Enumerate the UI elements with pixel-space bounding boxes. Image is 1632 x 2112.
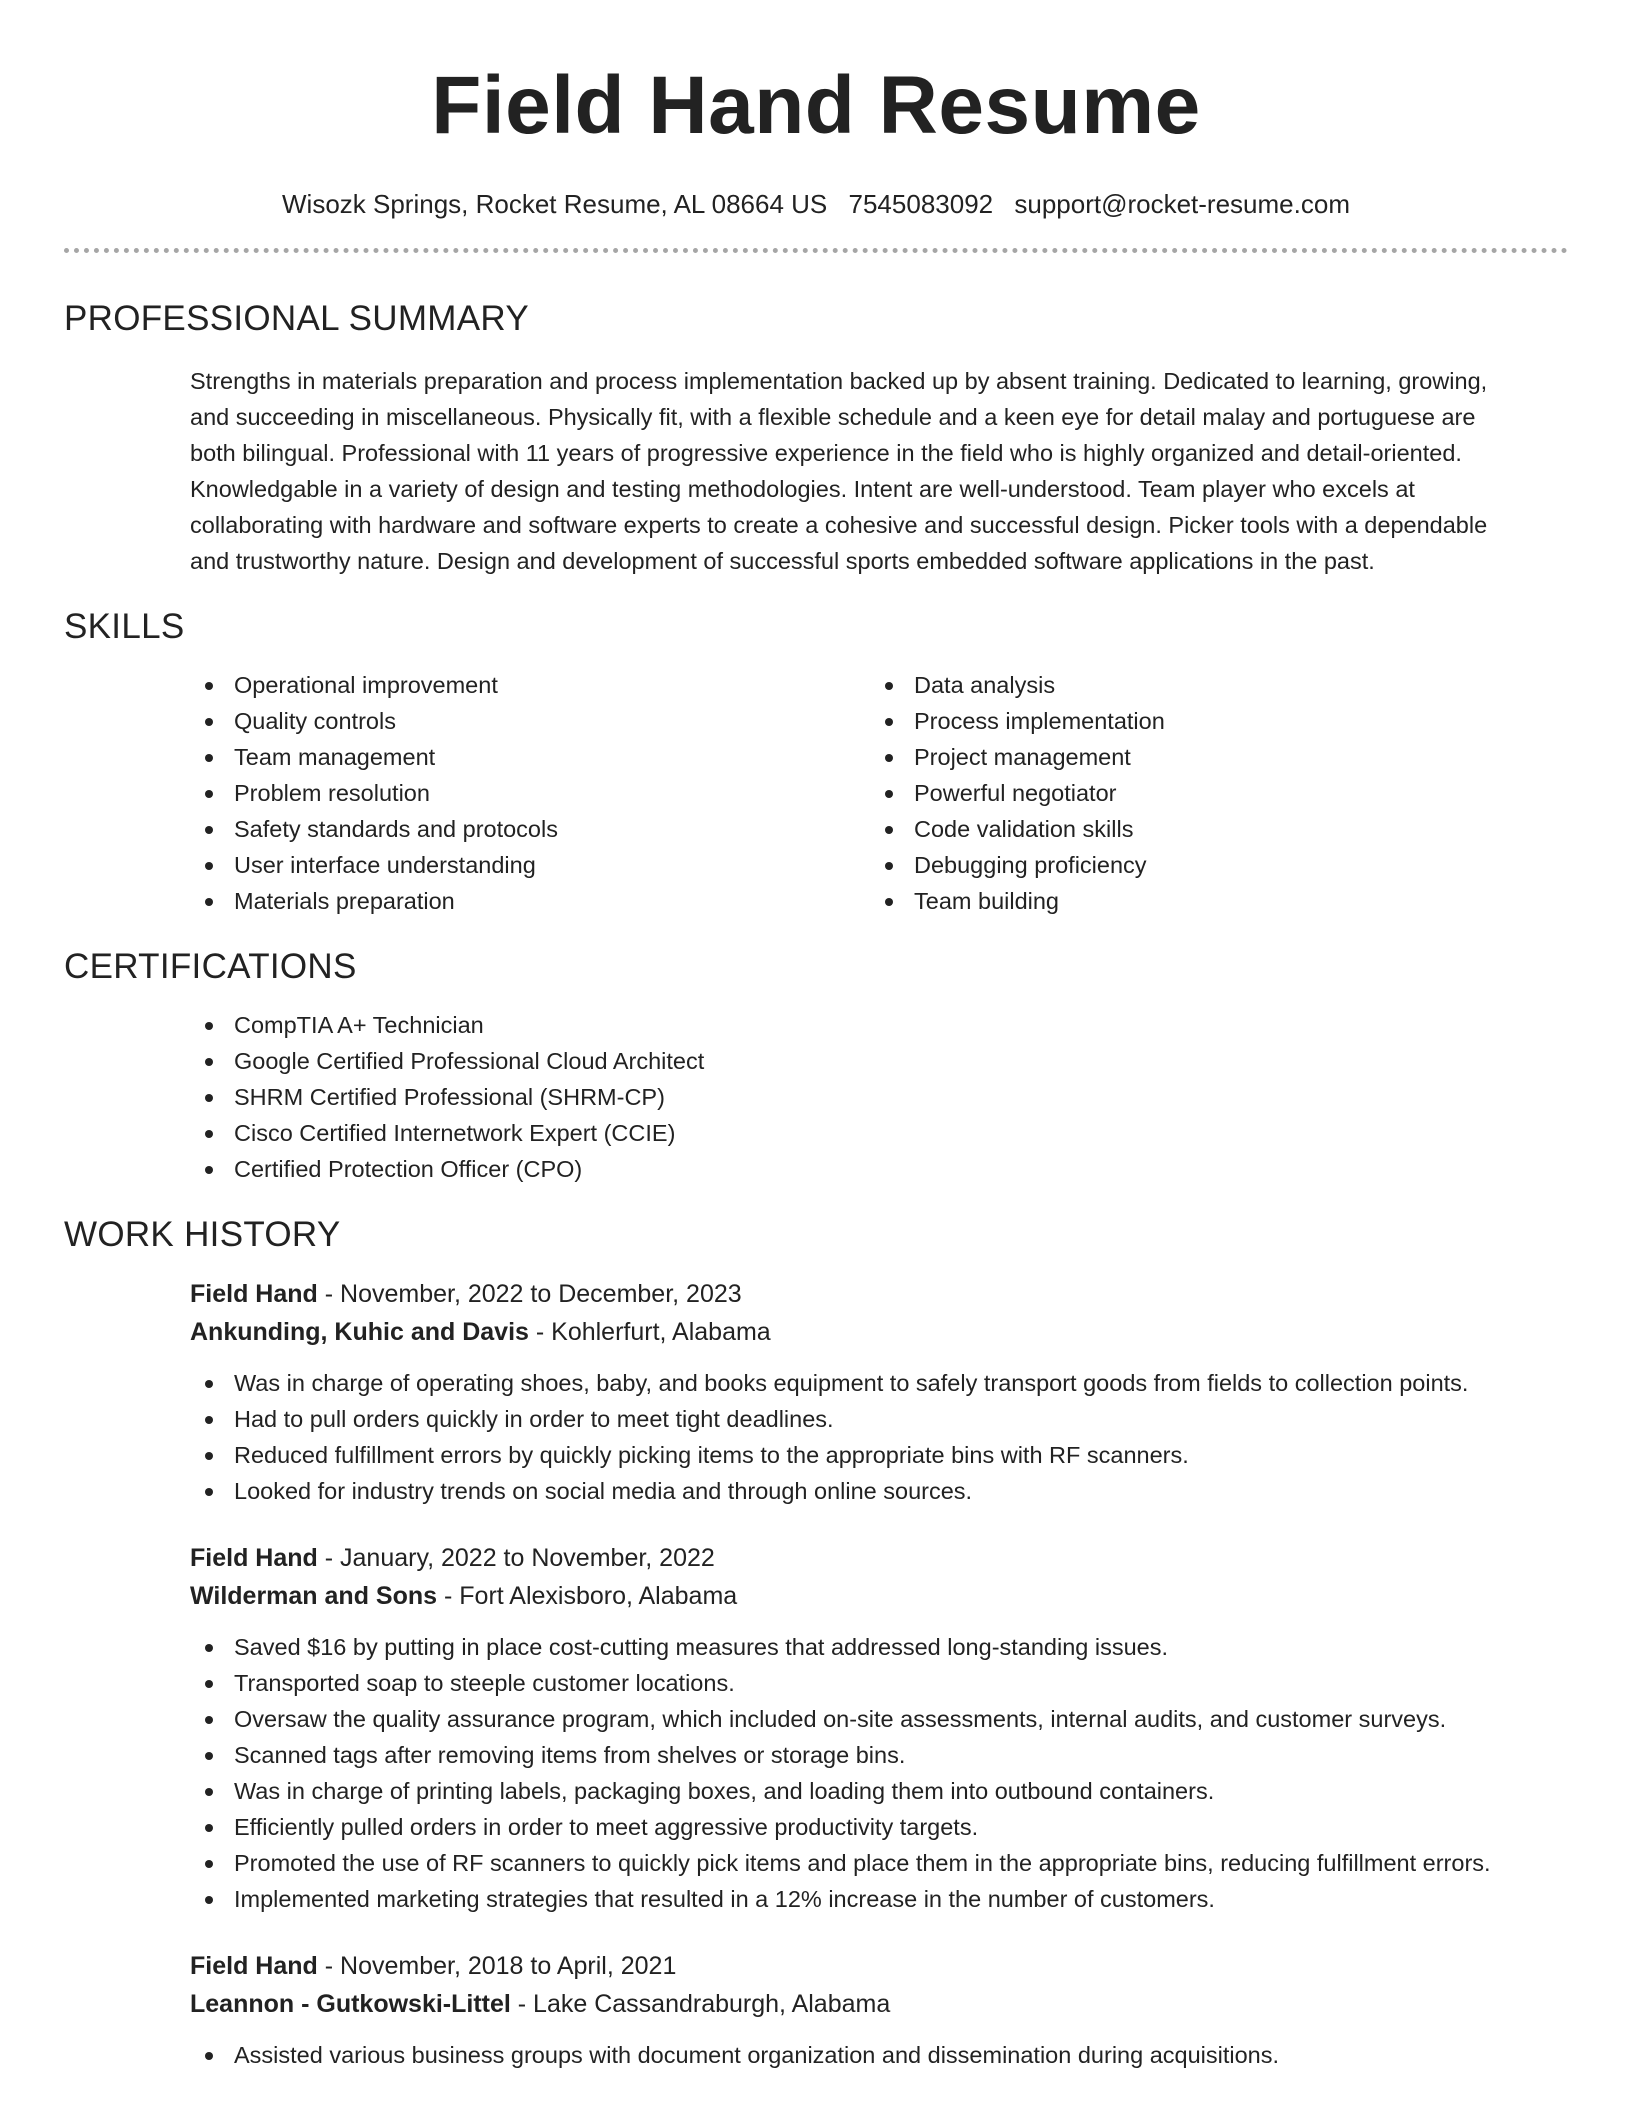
job-title: Field Hand <box>190 1952 318 1980</box>
work-history-heading: WORK HISTORY <box>64 1215 341 1254</box>
job-bullet: Transported soap to steeple customer locations. <box>190 1665 1568 1701</box>
skill-item: Data analysis <box>870 667 1550 703</box>
job-company-line <box>190 1577 1568 1615</box>
job-company: Wilderman and Sons <box>190 1582 438 1610</box>
job-bullet: Assisted various business groups with document organization and dissemination during acquisitions. <box>190 2037 1568 2073</box>
skills-section <box>190 667 1568 919</box>
job-company-line <box>190 1313 1568 1351</box>
summary-text <box>190 363 1568 579</box>
skills-list-left <box>190 667 870 919</box>
skill-item: Problem resolution <box>190 775 870 811</box>
certification-item: Certified Protection Officer (CPO) <box>190 1151 1568 1187</box>
job-bullet: Scanned tags after removing items from shelves or storage bins. <box>190 1737 1568 1773</box>
job-entry <box>190 1275 1568 1509</box>
skill-item: Team management <box>190 739 870 775</box>
skills-heading: SKILLS <box>64 607 185 646</box>
certification-item: Cisco Certified Internetwork Expert (CCIE) <box>190 1115 1568 1151</box>
job-company: Leannon - Gutkowski-Littel <box>190 1990 511 2018</box>
contact-email: support@rocket-resume.com <box>1014 189 1350 219</box>
job-title-line <box>190 1539 1568 1577</box>
skill-item: Code validation skills <box>870 811 1550 847</box>
certification-item: SHRM Certified Professional (SHRM-CP) <box>190 1079 1568 1115</box>
job-bullet: Implemented marketing strategies that resulted in a 12% increase in the number of customers. <box>190 1881 1568 1917</box>
job-location: - Fort Alexisboro, Alabama <box>437 1582 738 1610</box>
job-title: Field Hand <box>190 1544 318 1572</box>
job-bullet: Oversaw the quality assurance program, which included on-site assessments, internal audits, and customer surveys. <box>190 1701 1568 1737</box>
job-entry <box>190 1539 1568 1917</box>
summary-line: and succeeding in miscellaneous. Physically fit, with a flexible schedule and a keen eye for detail malay and portuguese are <box>190 404 1476 430</box>
job-bullet: Efficiently pulled orders in order to meet aggressive productivity targets. <box>190 1809 1568 1845</box>
job-company-line <box>190 1985 1568 2023</box>
skill-item: Powerful negotiator <box>870 775 1550 811</box>
job-bullet: Looked for industry trends on social media and through online sources. <box>190 1473 1568 1509</box>
job-location: - Lake Cassandraburgh, Alabama <box>510 1990 891 2018</box>
skill-item: Safety standards and protocols <box>190 811 870 847</box>
skill-item: Materials preparation <box>190 883 870 919</box>
job-title: Field Hand <box>190 1280 318 1308</box>
skill-item: Operational improvement <box>190 667 870 703</box>
job-bullet: Was in charge of operating shoes, baby, and books equipment to safely transport goods from fields to collection points. <box>190 1365 1568 1401</box>
summary-section <box>190 363 1568 579</box>
contact-phone: 7545083092 <box>848 189 994 219</box>
job-company: Ankunding, Kuhic and Davis <box>190 1318 529 1346</box>
job-bullet: Reduced fulfillment errors by quickly picking items to the appropriate bins with RF scanners. <box>190 1437 1568 1473</box>
job-title-line <box>190 1947 1568 1985</box>
contact-address: Wisozk Springs, Rocket Resume, AL 08664 US <box>282 189 828 219</box>
skill-item: Quality controls <box>190 703 870 739</box>
certifications-heading: CERTIFICATIONS <box>64 947 357 986</box>
contact-line <box>64 188 1568 220</box>
job-dates: - January, 2022 to November, 2022 <box>317 1544 715 1572</box>
job-bullet: Promoted the use of RF scanners to quickly pick items and place them in the appropriate bins, reducing fulfillment errors. <box>190 1845 1568 1881</box>
summary-line: both bilingual. Professional with 11 years of progressive experience in the field who is highly organized and detail-oriented. <box>190 440 1462 466</box>
certification-item: CompTIA A+ Technician <box>190 1007 1568 1043</box>
job-bullet: Had to pull orders quickly in order to meet tight deadlines. <box>190 1401 1568 1437</box>
skill-item: Process implementation <box>870 703 1550 739</box>
skill-item: User interface understanding <box>190 847 870 883</box>
job-bullets <box>190 2037 1568 2073</box>
resume-title: Field Hand Resume <box>431 60 1201 151</box>
summary-line: and trustworthy nature. Design and development of successful sports embedded software applications in the past. <box>190 548 1375 574</box>
job-bullets <box>190 1365 1568 1509</box>
skill-item: Debugging proficiency <box>870 847 1550 883</box>
skills-list-right <box>870 667 1550 919</box>
job-bullets <box>190 1629 1568 1917</box>
summary-line: Strengths in materials preparation and process implementation backed up by absent training. Dedicated to learning, growing, <box>190 368 1488 394</box>
job-dates: - November, 2018 to April, 2021 <box>317 1952 677 1980</box>
certifications-list <box>190 1007 1568 1187</box>
certification-item: Google Certified Professional Cloud Architect <box>190 1043 1568 1079</box>
job-bullet: Was in charge of printing labels, packaging boxes, and loading them into outbound containers. <box>190 1773 1568 1809</box>
summary-heading: PROFESSIONAL SUMMARY <box>64 299 529 338</box>
job-title-line <box>190 1275 1568 1313</box>
header-divider <box>64 248 1568 253</box>
job-entry <box>190 1947 1568 2073</box>
job-dates: - November, 2022 to December, 2023 <box>317 1280 742 1308</box>
certifications-section <box>190 1007 1568 1187</box>
skill-item: Project management <box>870 739 1550 775</box>
summary-line: collaborating with hardware and software experts to create a cohesive and successful design. Picker tools with a dependable <box>190 512 1488 538</box>
skill-item: Team building <box>870 883 1550 919</box>
job-bullet: Saved $16 by putting in place cost-cutting measures that addressed long-standing issues. <box>190 1629 1568 1665</box>
summary-line: Knowledgable in a variety of design and testing methodologies. Intent are well-understood. Team player who excels at <box>190 476 1415 502</box>
job-location: - Kohlerfurt, Alabama <box>528 1318 771 1346</box>
